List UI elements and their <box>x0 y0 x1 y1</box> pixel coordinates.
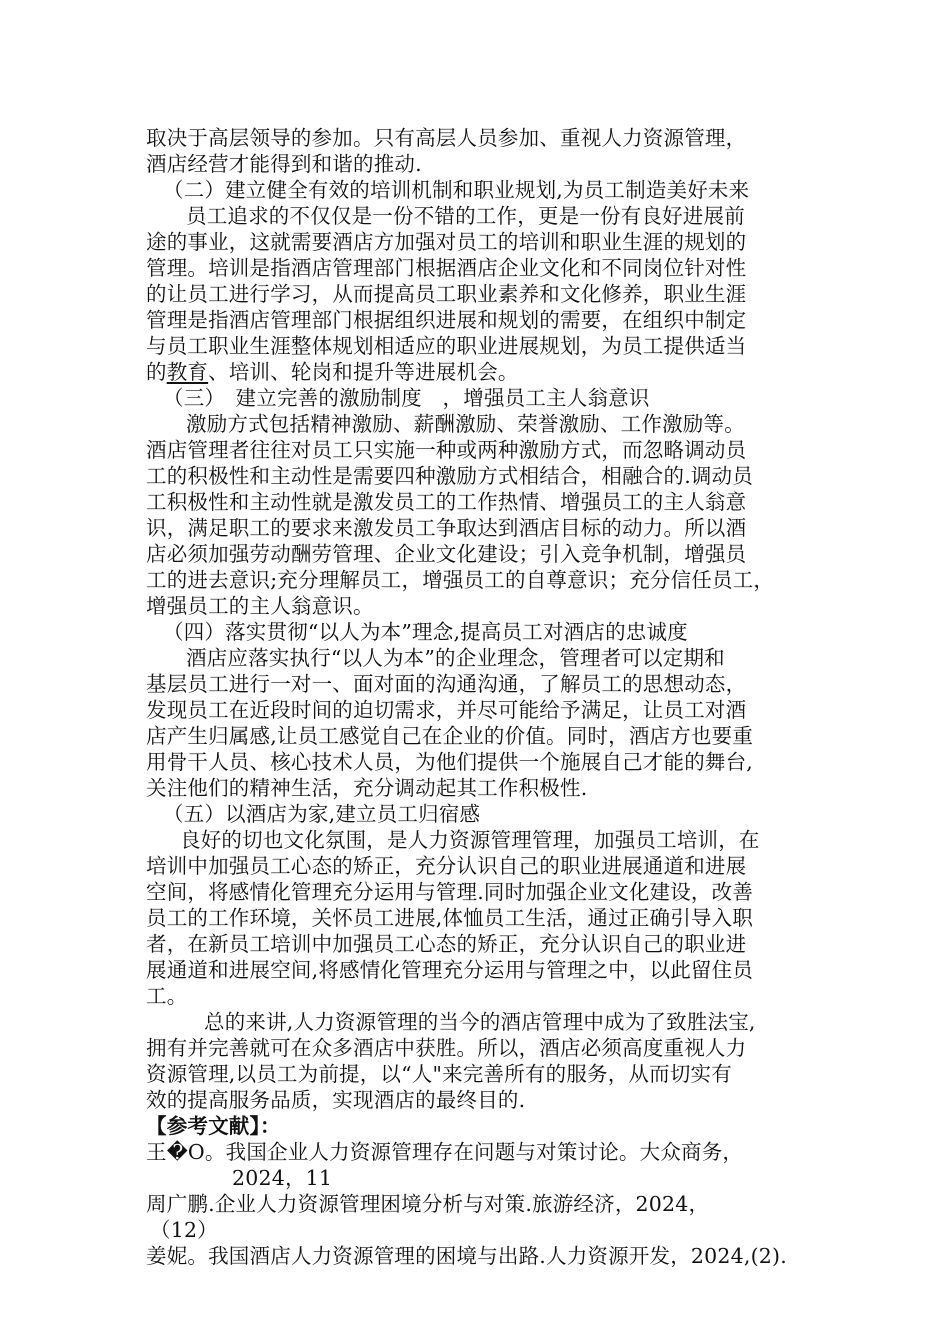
paragraph-line: 培训中加强员工心态的矫正，充分认识自己的职业进展通道和进展 <box>146 854 747 878</box>
paragraph-line: 工。 <box>146 984 188 1008</box>
paragraph-line: 管理。培训是指酒店管理部门根据酒店企业文化和不同岗位针对性 <box>146 256 747 280</box>
text-segment: 的 <box>146 360 167 384</box>
education-link[interactable]: 教育 <box>166 360 209 384</box>
paragraph-line: 效的提高服务品质，实现酒店的最终目的. <box>146 1088 526 1112</box>
paragraph-line: 酒店管理者往往对员工只实施一种或两种激励方式，而忽略调动员 <box>146 438 747 462</box>
paragraph-line: 酒店经营才能得到和谐的推动. <box>146 152 422 176</box>
paragraph-line: 资源管理,以员工为前提，以“人"来完善所有的服务，从而切实有 <box>146 1062 732 1086</box>
section-heading: （五）以酒店为家,建立员工归宿感 <box>163 802 481 826</box>
references-heading: 【参考文献】： <box>146 1114 281 1138</box>
paragraph-line: 总的来讲,人力资源管理的当今的酒店管理中成为了致胜法宝, <box>204 1010 756 1034</box>
paragraph-line: 空间，将感情化管理充分运用与管理.同时加强企业文化建设，改善 <box>146 880 754 904</box>
paragraph-line: 的让员工进行学习，从而提高员工职业素养和文化修养，职业生涯 <box>146 282 747 306</box>
paragraph-line: 增强员工的主人翁意识。 <box>146 594 374 618</box>
paragraph-line: 员工追求的不仅仅是一份不错的工作，更是一份有良好进展前 <box>186 204 745 228</box>
paragraph-line: 者，在新员工培训中加强员工心态的矫正，充分认识自己的职业进 <box>146 932 747 956</box>
text-segment: 、培训、轮岗和提升等进展机会。 <box>208 360 519 384</box>
paragraph-line: 基层员工进行一对一、面对面的沟通沟通，了解员工的思想动态， <box>146 672 747 696</box>
paragraph-line: 店产生归属感,让员工感觉自己在企业的价值。同时，酒店方也要重 <box>146 724 754 748</box>
paragraph-line: 工的积极性和主动性是需要四种激励方式相结合，相融合的.调动员 <box>146 464 754 488</box>
paragraph-line: 管理是指酒店管理部门根据组织进展和规划的需要，在组织中制定 <box>146 308 747 332</box>
paragraph-line: 识，满足职工的要求来激发员工争取达到酒店目标的动力。所以酒 <box>146 516 747 540</box>
paragraph-line: 店必须加强劳动酬劳管理、企业文化建设；引入竞争机制，增强员 <box>146 542 747 566</box>
paragraph-line: 途的事业，这就需要酒店方加强对员工的培训和职业生涯的规划的 <box>146 230 747 254</box>
paragraph-line: 与员工职业生涯整体规划相适应的职业进展规划，为员工提供适当 <box>146 334 747 358</box>
paragraph-line: 关注他们的精神生活，充分调动起其工作积极性. <box>146 776 588 800</box>
paragraph-line: 取决于高层领导的参加。只有高层人员参加、重视人力资源管理， <box>146 126 747 150</box>
paragraph-line: 工积极性和主动性就是激发员工的工作热情、增强员工的主人翁意 <box>146 490 747 514</box>
section-heading: （四）落实贯彻“以人为本”理念,提高员工对酒店的忠诚度 <box>163 620 688 644</box>
paragraph-line: 酒店应落实执行“以人为本”的企业理念，管理者可以定期和 <box>186 646 725 670</box>
reference-item-continuation: 2024，11 <box>232 1166 333 1190</box>
paragraph-line: 用骨干人员、核心技术人员，为他们提供一个施展自己才能的舞台, <box>146 750 754 774</box>
paragraph-line: 工的进去意识;充分理解员工，增强员工的自尊意识；充分信任员工， <box>146 568 775 592</box>
paragraph-line: 拥有并完善就可在众多酒店中获胜。所以，酒店必须高度重视人力 <box>146 1036 747 1060</box>
paragraph-line: 良好的切也文化氛围，是人力资源管理管理，加强员工培训，在 <box>180 828 760 852</box>
paragraph-line: 发现员工在近段时间的迫切需求，并尽可能给予满足，让员工对酒 <box>146 698 747 722</box>
reference-item-continuation: （12） <box>150 1218 218 1242</box>
paragraph-line <box>146 359 519 385</box>
section-heading: （三） 建立完善的激励制度 ，增强员工主人翁意识 <box>163 386 650 410</box>
paragraph-line: 激励方式包括精神激励、薪酬激励、荣誉激励、工作激励等。 <box>186 412 745 436</box>
reference-item: 周广鹏.企业人力资源管理困境分析与对策.旅游经济，2024， <box>146 1192 710 1216</box>
reference-item: 姜妮。我国酒店人力资源管理的困境与出路.人力资源开发，2024,(2). <box>146 1244 787 1268</box>
reference-item: 王�O。我国企业人力资源管理存在问题与对策讨论。大众商务， <box>146 1140 744 1164</box>
section-heading: （二）建立健全有效的培训机制和职业规划,为员工制造美好未来 <box>163 178 750 202</box>
paragraph-line: 员工的工作环境，关怀员工进展,体恤员工生活，通过正确引导入职 <box>146 906 754 930</box>
paragraph-line: 展通道和进展空间,将感情化管理充分运用与管理之中，以此留住员 <box>146 958 754 982</box>
